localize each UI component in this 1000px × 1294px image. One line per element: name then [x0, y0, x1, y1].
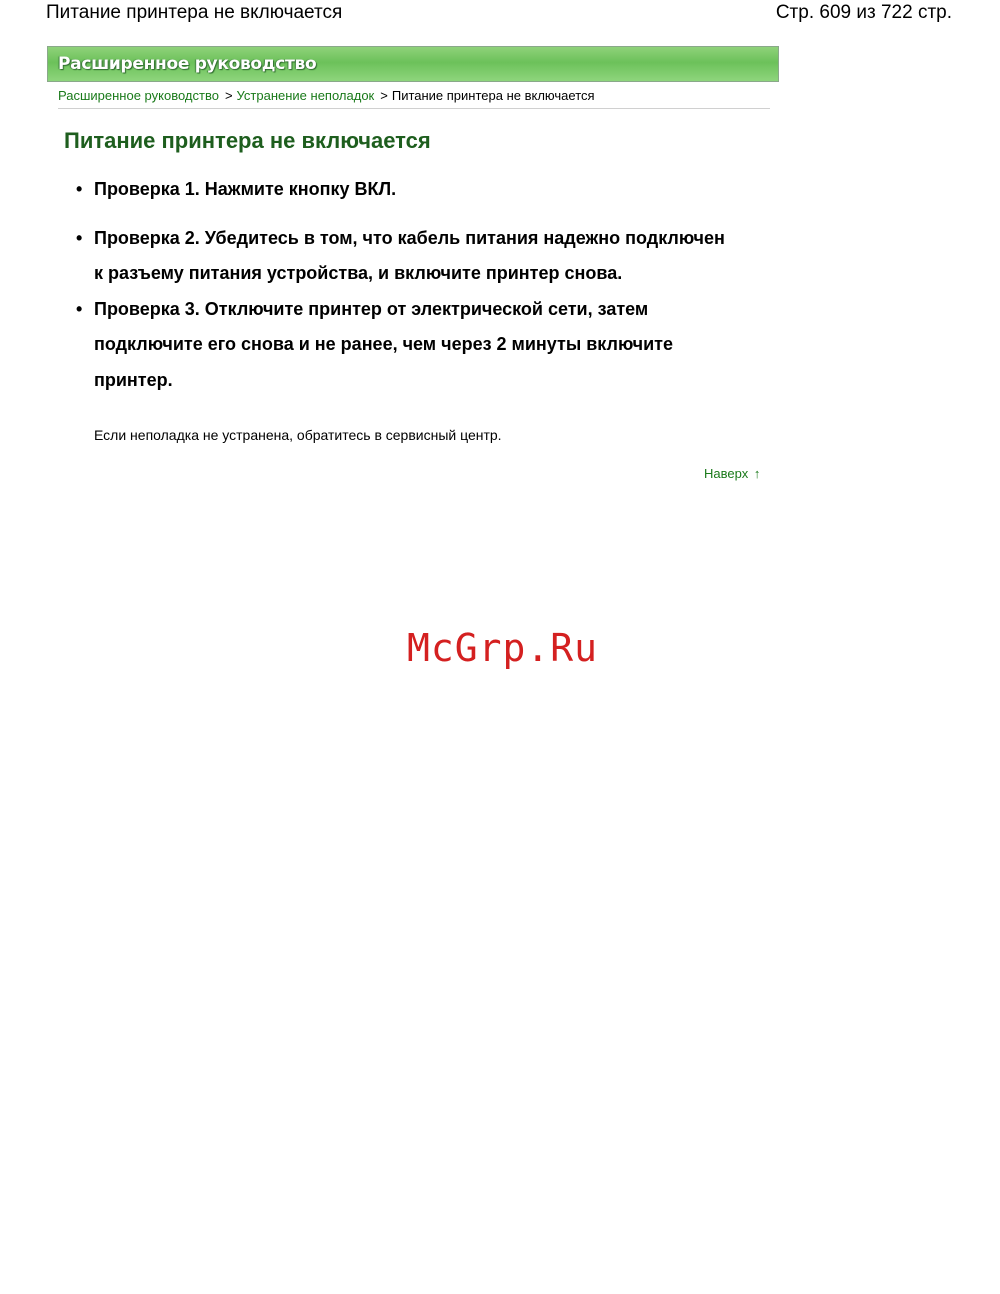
back-to-top-label: Наверх — [704, 466, 749, 481]
divider — [58, 108, 770, 109]
note-text: Если неполадка не устранена, обратитесь в сервисный центр. — [94, 427, 502, 443]
breadcrumb-link-advanced-guide[interactable]: Расширенное руководство — [58, 88, 219, 103]
breadcrumb-separator: > — [224, 88, 233, 103]
breadcrumb-link-troubleshooting[interactable]: Устранение неполадок — [236, 88, 375, 103]
bullet-icon: • — [76, 227, 83, 248]
page-header-title: Питание принтера не включается — [46, 2, 343, 23]
list-item — [74, 221, 734, 292]
watermark-logo: McGrp.Ru — [407, 626, 599, 670]
section-banner — [47, 46, 779, 82]
check-text: Проверка 3. Отключите принтер от электрической сети, затем подключите его снова и не ранее, чем через 2 минуты включите принтер. — [94, 298, 673, 390]
back-to-top-link[interactable] — [704, 466, 760, 481]
page-title: Питание принтера не включается — [64, 128, 431, 153]
list-item — [74, 292, 734, 399]
bullet-icon: • — [76, 298, 83, 319]
breadcrumb-current: Питание принтера не включается — [391, 88, 595, 103]
check-text: Проверка 2. Убедитесь в том, что кабель питания надежно подключен к разъему питания устройства, и включите принтер снова. — [94, 227, 725, 283]
banner-title: Расширенное руководство — [58, 54, 317, 74]
bullet-icon: • — [76, 179, 83, 199]
breadcrumb-separator: > — [380, 88, 388, 103]
arrow-up-icon: ↑ — [753, 466, 761, 481]
breadcrumb — [58, 88, 595, 103]
page-number: Стр. 609 из 722 стр. — [775, 2, 952, 23]
check-text: Проверка 1. Нажмите кнопку ВКЛ. — [94, 179, 397, 199]
check-list — [74, 172, 734, 398]
list-item — [74, 172, 734, 208]
